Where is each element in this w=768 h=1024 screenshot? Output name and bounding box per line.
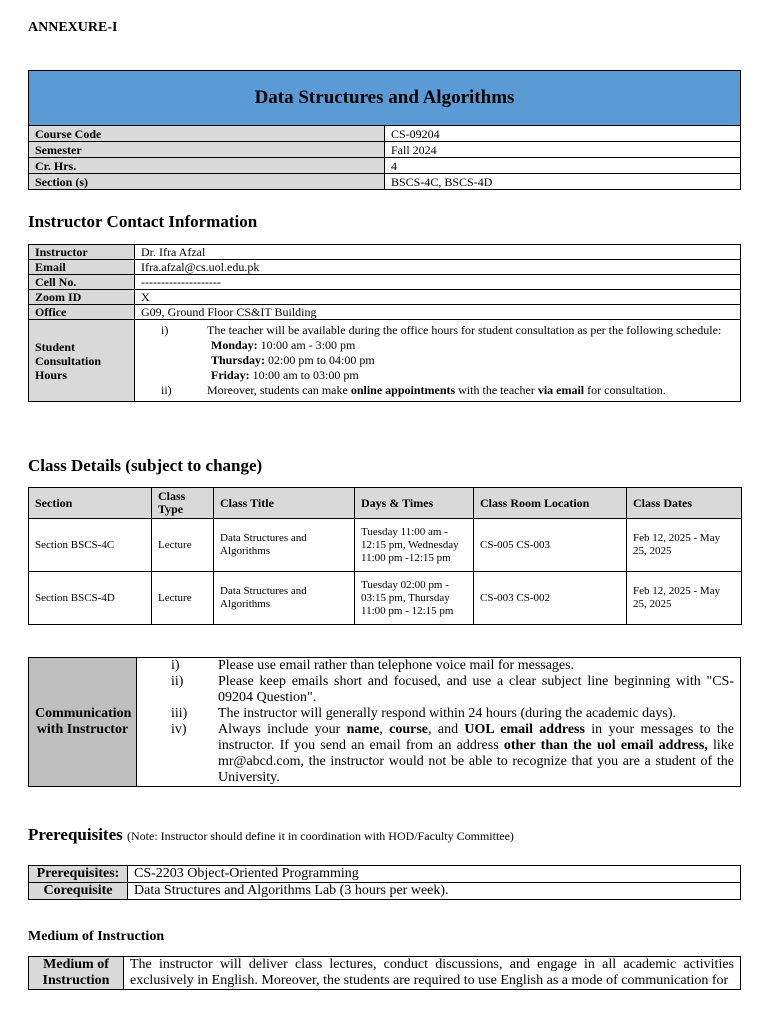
office-value: G09, Ground Floor CS&IT Building — [135, 305, 741, 320]
table-row — [29, 957, 741, 990]
communication-table — [28, 657, 741, 787]
table-row — [29, 883, 741, 900]
list-item — [143, 722, 734, 786]
list-text: The instructor will generally respond within 24 hours (during the academic days). — [218, 706, 676, 721]
bold-text: online appointments — [350, 383, 456, 397]
text: , and — [428, 722, 465, 737]
prerequisites-label: Prerequisites: — [29, 866, 128, 883]
course-title: Data Structures and Algorithms — [29, 71, 741, 126]
column-header: Class Type — [152, 488, 214, 519]
table-row — [29, 572, 742, 625]
table-row — [29, 290, 741, 305]
class-details-heading: Class Details (subject to change) — [28, 456, 263, 475]
course-info-table — [28, 70, 741, 190]
bold-text: name — [346, 722, 380, 737]
list-text: Please use email rather than telephone voice mail for messages. — [218, 658, 575, 673]
list-number: iii) — [171, 706, 188, 721]
schedule-day: Thursday: — [211, 353, 266, 367]
text: with the teacher — [455, 383, 538, 397]
sections-value: BSCS-4C, BSCS-4D — [385, 174, 741, 190]
heading-text: Prerequisites — [28, 825, 123, 844]
bold-text: UOL email address — [464, 722, 585, 737]
schedule-time: 02:00 pm to 04:00 pm — [268, 353, 375, 367]
table-row — [29, 158, 741, 174]
list-item — [143, 706, 734, 722]
communication-details — [137, 658, 741, 787]
list-item — [143, 674, 734, 706]
bold-text: via email — [537, 383, 585, 397]
table-row — [29, 519, 742, 572]
list-text — [218, 722, 734, 786]
credit-hours-value: 4 — [385, 158, 741, 174]
column-header: Section — [29, 488, 152, 519]
column-header: Days & Times — [355, 488, 474, 519]
cell-section: Section BSCS-4D — [29, 572, 152, 625]
table-header-row — [29, 488, 742, 519]
schedule-day: Friday: — [211, 368, 250, 382]
table-row — [29, 126, 741, 142]
cell-type: Lecture — [152, 572, 214, 625]
course-code-value: CS-09204 — [385, 126, 741, 142]
medium-table — [28, 956, 741, 990]
cell-dates: Feb 12, 2025 - May 25, 2025 — [627, 519, 742, 572]
table-row — [29, 142, 741, 158]
instructor-table — [28, 244, 741, 402]
list-number: ii) — [161, 383, 172, 397]
cell-room: CS-005 CS-003 — [474, 519, 627, 572]
cell-days: Tuesday 02:00 pm - 03:15 pm, Thursday 11:00 pm - 12:15 pm — [355, 572, 474, 625]
annexure-label: ANNEXURE-I — [28, 20, 118, 35]
instructor-heading: Instructor Contact Information — [28, 212, 258, 231]
credit-hours-label: Cr. Hrs. — [29, 158, 385, 174]
corequisite-label: Corequisite — [29, 883, 128, 900]
text: , — [379, 722, 390, 737]
medium-heading: Medium of Instruction — [28, 929, 165, 944]
medium-label: Medium of Instruction — [29, 957, 124, 990]
text: Moreover, students can make — [207, 383, 351, 397]
column-header: Class Room Location — [474, 488, 627, 519]
column-header: Class Dates — [627, 488, 742, 519]
consultation-text: The teacher will be available during the office hours for student consultation as per the following schedule: — [207, 323, 722, 337]
table-row — [29, 866, 741, 883]
text: like mr@abcd.com, the instructor would not be able to recognize that you are a student of the University. — [218, 738, 734, 785]
table-row — [29, 658, 741, 787]
list-number: i) — [161, 323, 169, 337]
prerequisites-table — [28, 865, 741, 900]
schedule-time: 10:00 am to 03:00 pm — [252, 368, 359, 382]
text: for consultation. — [584, 383, 666, 397]
cell-dates: Feb 12, 2025 - May 25, 2025 — [627, 572, 742, 625]
schedule-time: 10:00 am - 3:00 pm — [260, 338, 356, 352]
list-text: Please keep emails short and focused, and use a clear subject line beginning with "CS-09204 Question". — [218, 674, 734, 705]
prerequisites-heading — [28, 825, 514, 845]
table-row — [29, 275, 741, 290]
text: Always include your — [218, 722, 347, 737]
text: in your messages to the instructor. If you send an email from an address — [218, 722, 734, 753]
office-label: Office — [29, 305, 135, 320]
instructor-label: Instructor — [29, 245, 135, 260]
email-value[interactable]: Ifra.afzal@cs.uol.edu.pk — [135, 260, 741, 275]
consultation-label: Student Consultation Hours — [29, 320, 135, 402]
list-number: iv) — [171, 722, 187, 737]
cell-label: Cell No. — [29, 275, 135, 290]
corequisite-value: Data Structures and Algorithms Lab (3 hours per week). — [128, 883, 741, 900]
course-code-label: Course Code — [29, 126, 385, 142]
prerequisites-value: CS-2203 Object-Oriented Programming — [128, 866, 741, 883]
schedule-monday — [207, 338, 734, 353]
communication-label: Communication with Instructor — [29, 658, 137, 787]
prerequisites-note: (Note: Instructor should define it in coordination with HOD/Faculty Committee) — [127, 829, 514, 843]
email-label: Email — [29, 260, 135, 275]
cell-section: Section BSCS-4C — [29, 519, 152, 572]
semester-value: Fall 2024 — [385, 142, 741, 158]
schedule-day: Monday: — [211, 338, 258, 352]
table-row — [29, 260, 741, 275]
zoom-value: X — [135, 290, 741, 305]
schedule-thursday — [207, 353, 734, 368]
semester-label: Semester — [29, 142, 385, 158]
class-details-table — [28, 487, 742, 625]
cell-type: Lecture — [152, 519, 214, 572]
list-number: ii) — [171, 674, 184, 689]
cell-days: Tuesday 11:00 am - 12:15 pm, Wednesday 11:00 pm -12:15 pm — [355, 519, 474, 572]
medium-text: The instructor will deliver class lectures, conduct discussions, and engage in all academic activities exclusively in English. Moreover, the students are required to use English as a mode of communication for — [124, 957, 741, 990]
table-row — [29, 174, 741, 190]
bold-text: other than the uol email address, — [503, 738, 708, 753]
column-header: Class Title — [214, 488, 355, 519]
list-number: i) — [171, 658, 180, 673]
list-item — [141, 383, 734, 398]
cell-title: Data Structures and Algorithms — [214, 519, 355, 572]
list-item — [143, 658, 734, 674]
table-row — [29, 245, 741, 260]
schedule-friday — [207, 368, 734, 383]
table-row — [29, 305, 741, 320]
cell-room: CS-003 CS-002 — [474, 572, 627, 625]
list-item — [141, 323, 734, 383]
zoom-label: Zoom ID — [29, 290, 135, 305]
cell-title: Data Structures and Algorithms — [214, 572, 355, 625]
consultation-details — [135, 320, 741, 402]
table-row — [29, 320, 741, 402]
bold-text: course — [389, 722, 429, 737]
sections-label: Section (s) — [29, 174, 385, 190]
instructor-value: Dr. Ifra Afzal — [135, 245, 741, 260]
cell-value: -------------------- — [135, 275, 741, 290]
